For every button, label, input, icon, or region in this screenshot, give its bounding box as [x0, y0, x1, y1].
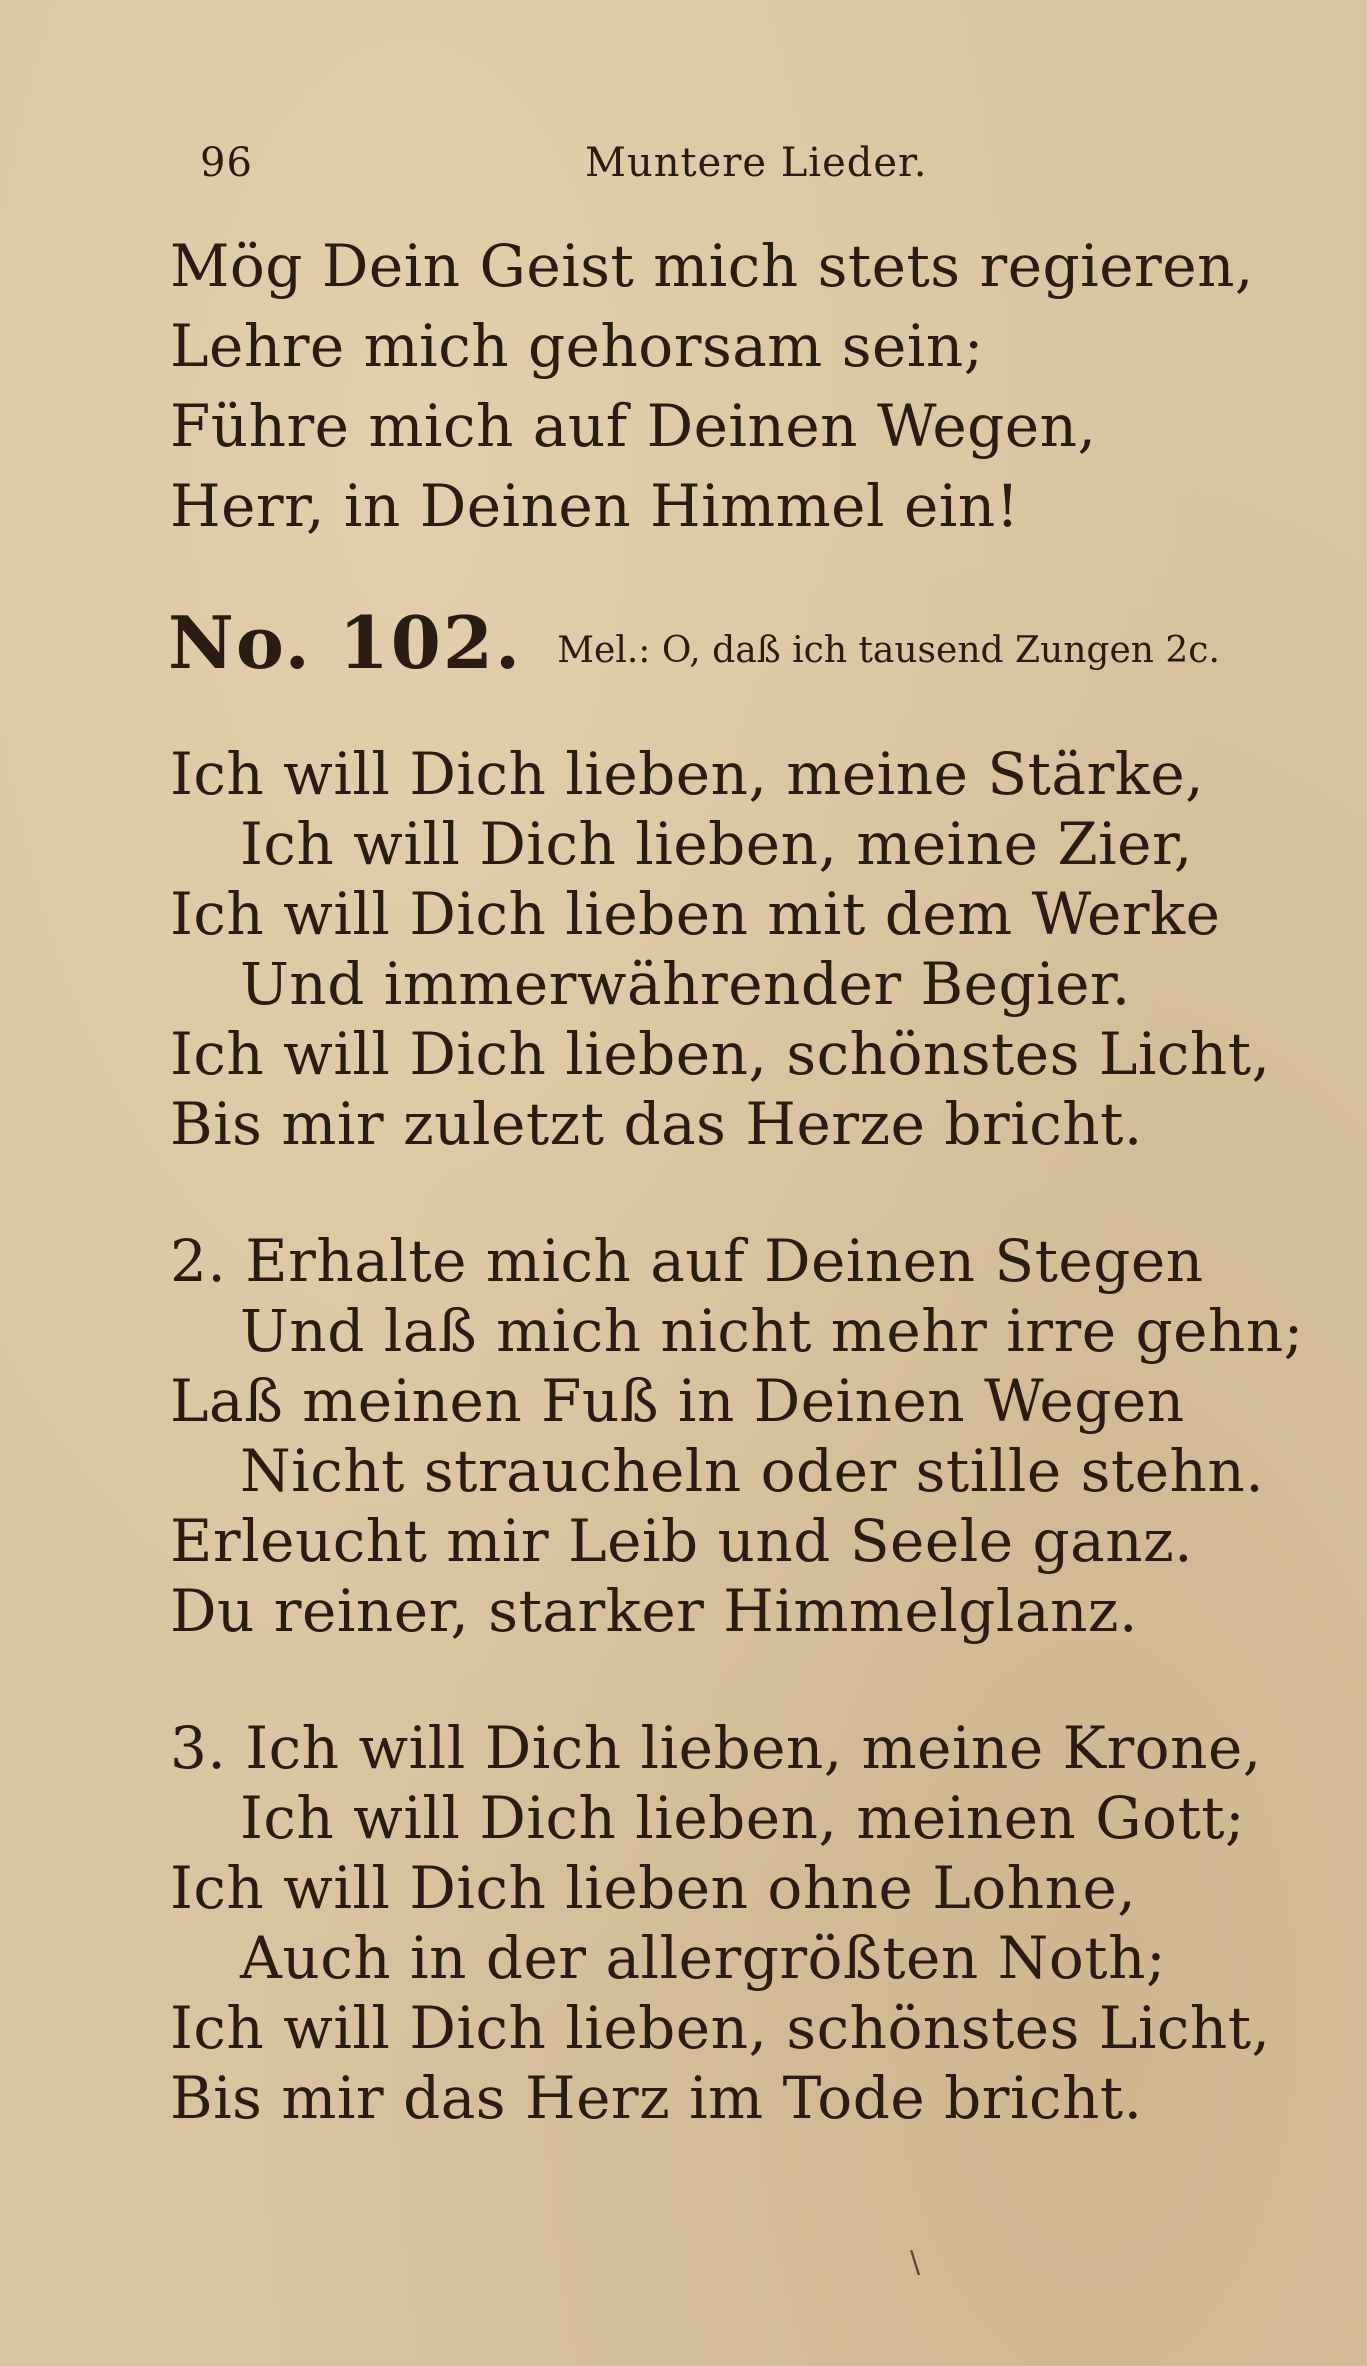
verse-line: Ich will Dich lieben, schönstes Licht,: [170, 1994, 1271, 2062]
running-title: Muntere Lieder.: [585, 140, 928, 186]
verse-line: 2. Erhalte mich auf Deinen Stegen: [170, 1227, 1204, 1295]
verse-line: Lehre mich gehorsam sein;: [170, 312, 984, 380]
hymn-number: No. 102.: [168, 600, 523, 685]
verse-line: Ich will Dich lieben ohne Lohne,: [170, 1854, 1137, 1922]
verse-line: Nicht straucheln oder stille stehn.: [240, 1437, 1265, 1505]
verse-line: Herr, in Deinen Himmel ein!: [170, 472, 1020, 540]
verse-line: Ich will Dich lieben, meinen Gott;: [240, 1784, 1246, 1852]
verse-line: Laß meinen Fuß in Deinen Wegen: [170, 1367, 1185, 1435]
verse-line: Auch in der allergrößten Noth;: [240, 1924, 1167, 1992]
melody-note: Mel.: O, daß ich tausend Zungen 2c.: [557, 630, 1220, 671]
verse-line: Ich will Dich lieben, meine Zier,: [240, 810, 1193, 878]
hymn-heading: [168, 600, 1268, 690]
stray-ink-mark: \: [910, 2245, 921, 2280]
verse-line: Führe mich auf Deinen Wegen,: [170, 392, 1097, 460]
verse-line: Erleucht mir Leib und Seele ganz.: [170, 1507, 1194, 1575]
verse-line: Bis mir das Herz im Tode bricht.: [170, 2064, 1143, 2132]
verse-line: Du reiner, starker Himmelglanz.: [170, 1577, 1138, 1645]
verse-line: Bis mir zuletzt das Herze bricht.: [170, 1090, 1143, 1158]
verse-line: 3. Ich will Dich lieben, meine Krone,: [170, 1714, 1262, 1782]
verse-line: Ich will Dich lieben mit dem Werke: [170, 880, 1221, 948]
verse-line: Mög Dein Geist mich stets regieren,: [170, 232, 1254, 300]
running-head: [200, 140, 1100, 190]
verse-line: Ich will Dich lieben, schönstes Licht,: [170, 1020, 1271, 1088]
verse-line: Und immerwährender Begier.: [240, 950, 1131, 1018]
verse-line: Ich will Dich lieben, meine Stärke,: [170, 740, 1205, 808]
page-number: 96: [200, 140, 253, 186]
verse-line: Und laß mich nicht mehr irre gehn;: [240, 1297, 1304, 1365]
